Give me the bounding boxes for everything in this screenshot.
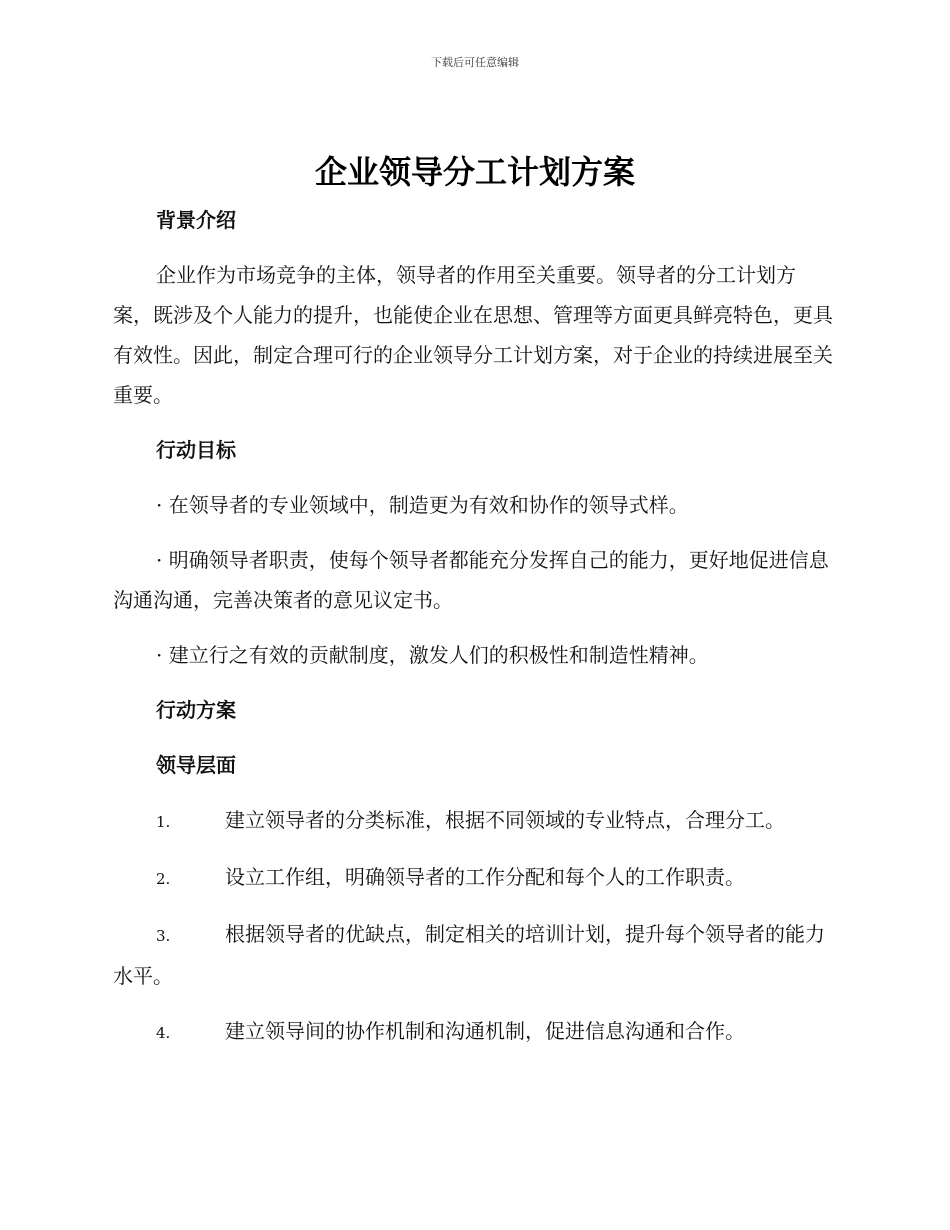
plan-list-item [113, 914, 835, 996]
section-heading-background: 背景介绍 [156, 208, 236, 232]
list-text: 设立工作组，明确领导者的工作分配和每个人的工作职责。 [225, 865, 745, 889]
document-title: 企业领导分工计划方案 [314, 153, 635, 191]
list-number: 3. [156, 927, 171, 945]
plan-list-item [113, 857, 835, 899]
document-body [113, 200, 835, 1053]
section-heading-goals: 行动目标 [156, 438, 236, 462]
header-note: 下载后可任意编辑 [431, 56, 519, 69]
goal-item: · 建立行之有效的贡献制度，激发人们的积极性和制造性精神。 [156, 643, 709, 667]
list-text: 根据领导者的优缺点，制定相关的培训计划，提升每个领导者的能力水平。 [113, 922, 825, 988]
section-heading-plan: 行动方案 [156, 698, 236, 722]
background-paragraph: 企业作为市场竞争的主体，领导者的作用至关重要。领导者的分工计划方案，既涉及个人能力的提升，也能使企业在思想、管理等方面更具鲜亮特色，更具有效性。因此，制定合理可行的企业领导分工计划方案，对于企业的持续进展至关重要。 [113, 263, 833, 407]
subheading-leadership-level: 领导层面 [156, 753, 236, 777]
goal-item: · 明确领导者职责，使每个领导者都能充分发挥自己的能力，更好地促进信息沟通沟通，完善决策者的意见议定书。 [113, 548, 829, 612]
list-number: 1. [156, 813, 171, 831]
list-number: 4. [156, 1024, 171, 1042]
list-text: 建立领导者的分类标准，根据不同领域的专业特点，合理分工。 [225, 808, 785, 832]
plan-list-item [113, 1011, 835, 1053]
goal-item: · 在领导者的专业领域中，制造更为有效和协作的领导式样。 [156, 493, 689, 517]
list-number: 2. [156, 870, 171, 888]
plan-list-item [113, 800, 835, 842]
list-text: 建立领导间的协作机制和沟通机制，促进信息沟通和合作。 [225, 1019, 745, 1043]
